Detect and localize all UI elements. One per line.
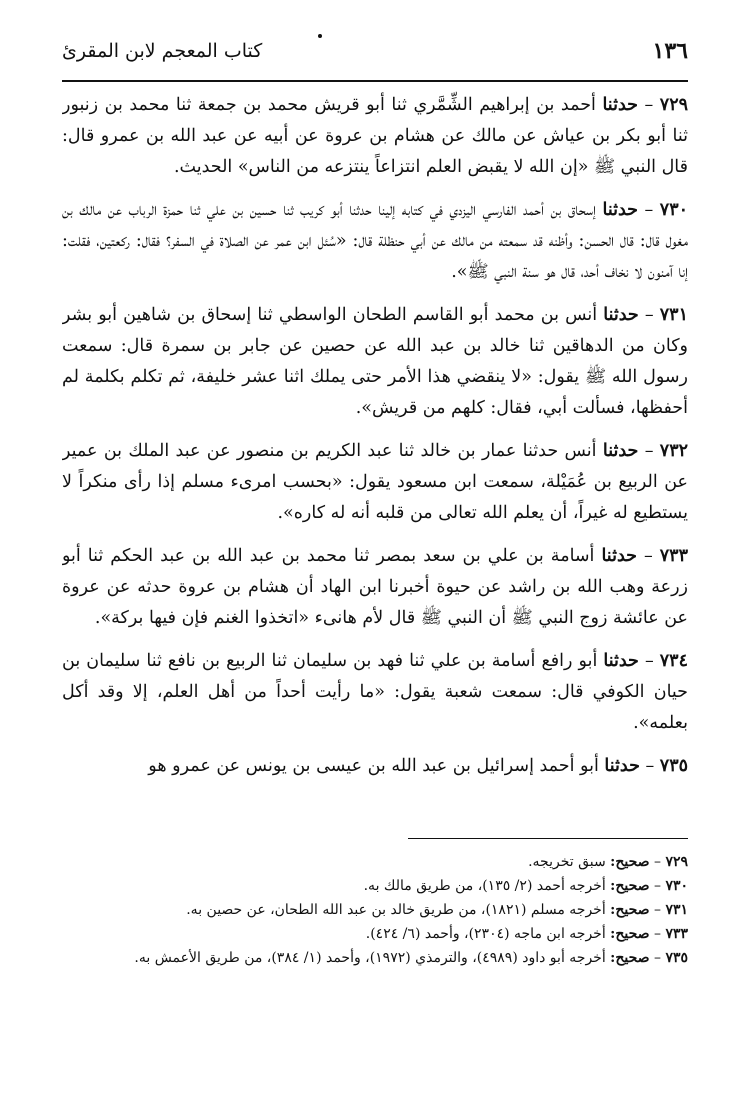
hadith-dash: –: [638, 441, 660, 461]
footnote-entry: [62, 874, 688, 898]
hadith-lead: حدثنا: [603, 651, 639, 671]
hadith-number: ٧٣١: [659, 305, 688, 325]
hadith-text: أبو أحمد إسرائيل بن عبد الله بن عيسى بن يونس عن عمرو هو: [148, 756, 599, 776]
footnote-text: أخرجه مسلم (١٨٢١)، من طريق خالد بن عبد الله الطحان، عن حصين به.: [186, 902, 606, 918]
footnote-dash: –: [649, 902, 666, 918]
hadith-dash: –: [637, 95, 660, 115]
hadith-entry: [62, 195, 688, 288]
hadith-text: أسامة بن علي بن سعد بمصر ثنا محمد بن عبد الله بن عبد الحكم ثنا أبو زرعة وهب الله بن راشد عن حيوة أخبرنا ابن الهاد أن هشام بن عروة حدثه عن عروة عن عائشة زوج النبي ﷺ أن النبي ﷺ قال لأم هانىء «اتخذوا الغنم فإن فيها بركة».: [62, 546, 688, 628]
hadith-lead: حدثنا: [602, 200, 639, 220]
footnote-text: أخرجه أحمد (٢/ ١٣٥)، من طريق مالك به.: [363, 878, 606, 894]
hadith-number: ٧٣٣: [659, 546, 688, 566]
hadith-text: أحمد بن إبراهيم الشِّمَّري ثنا أبو قريش محمد بن جمعة ثنا محمد بن زنبور ثنا أبو بكر بن عياش عن مالك عن هشام بن عروة عن أبيه عن عبد الله بن عمرو قال: قال النبي ﷺ «إن الله لا يقبض العلم انتزاعاً ينتزعه من الناس» الحديث.: [62, 95, 688, 177]
hadith-entry: [62, 90, 688, 183]
hadith-lead: حدثنا: [602, 95, 638, 115]
footnote-number: ٧٣٥: [665, 950, 688, 966]
page-header: [62, 38, 688, 76]
footnote-grade: صحيح:: [610, 950, 650, 966]
hadith-lead: حدثنا: [602, 441, 639, 461]
hadith-text: إسحاق بن أحمد الفارسي اليزدي في كتابه إلينا حدثنا أبو كريب ثنا حسين بن علي ثنا حمزة الرباب عن مالك بن مغول قال: قال الحسن: وأظنه قد سمعته من مالك عن أبي حنظلة قال: «سُئل ابن عمر عن الصلاة في السفر؟ فقال: ركعتين، فقلت: إنا آمنون لا نخاف أحد، قال هو سنة النبي ﷺ».: [62, 200, 688, 282]
hadith-dash: –: [638, 651, 660, 671]
hadith-entry: [62, 436, 688, 529]
page-number: ١٣٦: [652, 38, 688, 64]
footnote-number: ٧٣٠: [665, 878, 688, 894]
footnote-grade: صحيح:: [610, 926, 650, 942]
hadith-number: ٧٣٢: [659, 441, 688, 461]
footnote-entry: [62, 898, 688, 922]
hadith-entry: [62, 300, 688, 424]
footnote-rule: [408, 838, 688, 839]
footnote-grade: صحيح:: [610, 878, 650, 894]
footnote-text: سبق تخريجه.: [528, 854, 606, 870]
hadith-text: أنس بن محمد أبو القاسم الطحان الواسطي ثنا إسحاق بن شاهين أبو بشر وكان من الدهاقين ثنا خالد بن عبد الله عن حصين عن جابر بن سمرة قال: سمعت رسول الله ﷺ يقول: «لا ينقضي هذا الأمر حتى يملك اثنا عشر خليفة، ثم تكلم بكلمة لم أحفظها، فسألت أبي، فقال: كلهم من قريش».: [62, 305, 688, 418]
footnote-dash: –: [649, 878, 666, 894]
main-text: [62, 90, 688, 830]
hadith-lead: حدثنا: [604, 756, 640, 776]
footnote-entry: [62, 850, 688, 874]
hadith-number: ٧٣٥: [659, 756, 688, 776]
hadith-entry: [62, 541, 688, 634]
footnote-dash: –: [649, 950, 666, 966]
footnote-number: ٧٣٣: [665, 926, 688, 942]
hadith-entry: [62, 751, 688, 782]
hadith-text: أنس حدثنا عمار بن خالد ثنا عبد الكريم بن منصور عن عبد الملك بن عمير عن الربيع بن عُمَيْلة، سمعت ابن مسعود يقول: «بحسب امرىء مسلم إذا رأى منكراً لا يستطيع له غيراً، أن يعلم الله تعالى من قلبه أنه له كاره».: [62, 441, 688, 523]
footnote-entry: [62, 922, 688, 946]
header-rule: [62, 80, 688, 82]
hadith-number: ٧٢٩: [659, 95, 688, 115]
footnote-number: ٧٢٩: [665, 854, 688, 870]
hadith-dash: –: [638, 200, 660, 220]
footnote-dash: –: [649, 926, 666, 942]
hadith-text: أبو رافع أسامة بن علي ثنا فهد بن سليمان ثنا الربيع بن نافع ثنا سليمان بن حيان الكوفي قال: سمعت شعبة يقول: «ما رأيت أحداً من أهل العلم، إلا وقد أكل بعلمه».: [62, 651, 688, 733]
hadith-dash: –: [638, 305, 660, 325]
hadith-entry: [62, 646, 688, 739]
footnote-grade: صحيح:: [610, 902, 650, 918]
footnote-text: أخرجه ابن ماجه (٢٣٠٤)، وأحمد (٦/ ٤٢٤).: [365, 926, 606, 942]
hadith-number: ٧٣٤: [659, 651, 688, 671]
header-dot-mark: [318, 34, 322, 38]
hadith-lead: حدثنا: [601, 546, 637, 566]
hadith-dash: –: [636, 546, 660, 566]
hadith-number: ٧٣٠: [659, 200, 688, 220]
footnote-text: أخرجه أبو داود (٤٩٨٩)، والترمذي (١٩٧٢)، وأحمد (١/ ٣٨٤)، من طريق الأعمش به.: [134, 950, 606, 966]
hadith-lead: حدثنا: [603, 305, 639, 325]
hadith-dash: –: [639, 756, 660, 776]
footnote-number: ٧٣١: [665, 902, 688, 918]
footnote-entry: [62, 946, 688, 970]
footnotes: [62, 850, 688, 1050]
book-title: كتاب المعجم لابن المقرئ: [62, 40, 263, 62]
footnote-dash: –: [649, 854, 666, 870]
footnote-grade: صحيح:: [610, 854, 650, 870]
